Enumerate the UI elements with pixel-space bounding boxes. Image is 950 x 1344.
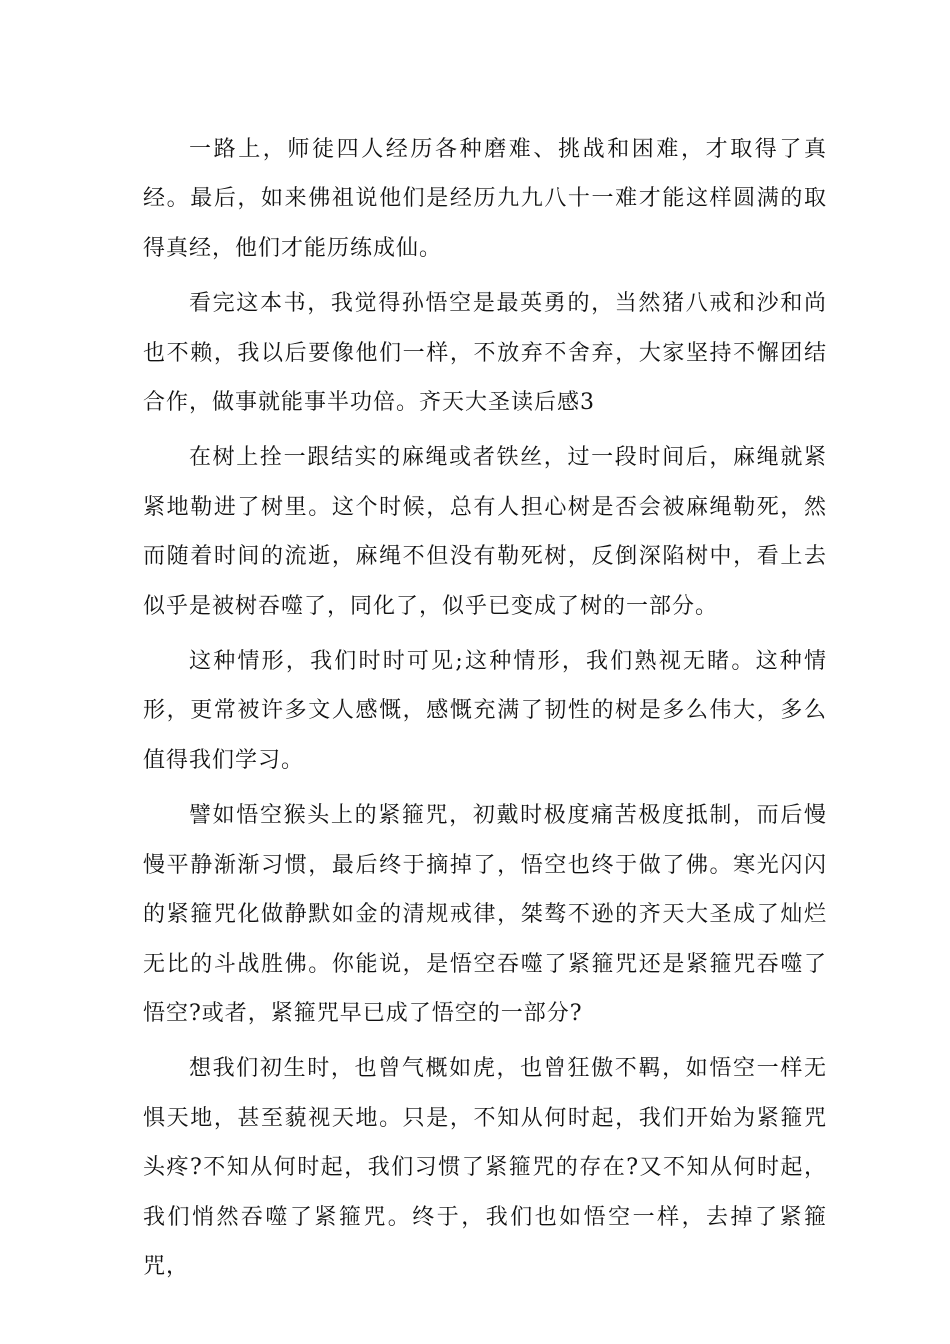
- paragraph-5: 譬如悟空猴头上的紧箍咒，初戴时极度痛苦极度抵制，而后慢慢平静渐渐习惯，最后终于摘掉了，悟空也终于做了佛。寒光闪闪的紧箍咒化做静默如金的清规戒律，桀骜不逊的齐天大圣成了灿烂无比的斗战胜佛。你能说，是悟空吞噬了紧箍咒还是紧箍咒吞噬了悟空?或者，紧箍咒早已成了悟空的一部分?: [143, 803, 827, 1026]
- paragraph-1: 一路上，师徒四人经历各种磨难、挑战和困难，才取得了真经。最后，如来佛祖说他们是经历九九八十一难才能这样圆满的取得真经，他们才能历练成仙。: [143, 137, 827, 261]
- paragraph-6: 想我们初生时，也曾气概如虎，也曾狂傲不羁，如悟空一样无惧天地，甚至藐视天地。只是，不知从何时起，我们开始为紧箍咒头疼?不知从何时起，我们习惯了紧箍咒的存在?又不知从何时起，我们悄然吞噬了紧箍咒。终于，我们也如悟空一样，去掉了紧箍咒，: [143, 1056, 827, 1279]
- paragraph-2: 看完这本书，我觉得孙悟空是最英勇的，当然猪八戒和沙和尚也不赖，我以后要像他们一样，不放弃不舍弃，大家坚持不懈团结合作，做事就能事半功倍。齐天大圣读后感3: [143, 291, 827, 416]
- paragraph-4: 这种情形，我们时时可见;这种情形，我们熟视无睹。这种情形，更常被许多文人感慨，感慨充满了韧性的树是多么伟大，多么值得我们学习。: [143, 649, 827, 773]
- document-body: [143, 125, 827, 1297]
- paragraph-3: 在树上拴一跟结实的麻绳或者铁丝，过一段时间后，麻绳就紧紧地勒进了树里。这个时候，总有人担心树是否会被麻绳勒死，然而随着时间的流逝，麻绳不但没有勒死树，反倒深陷树中，看上去似乎是被树吞噬了，同化了，似乎已变成了树的一部分。: [143, 445, 827, 619]
